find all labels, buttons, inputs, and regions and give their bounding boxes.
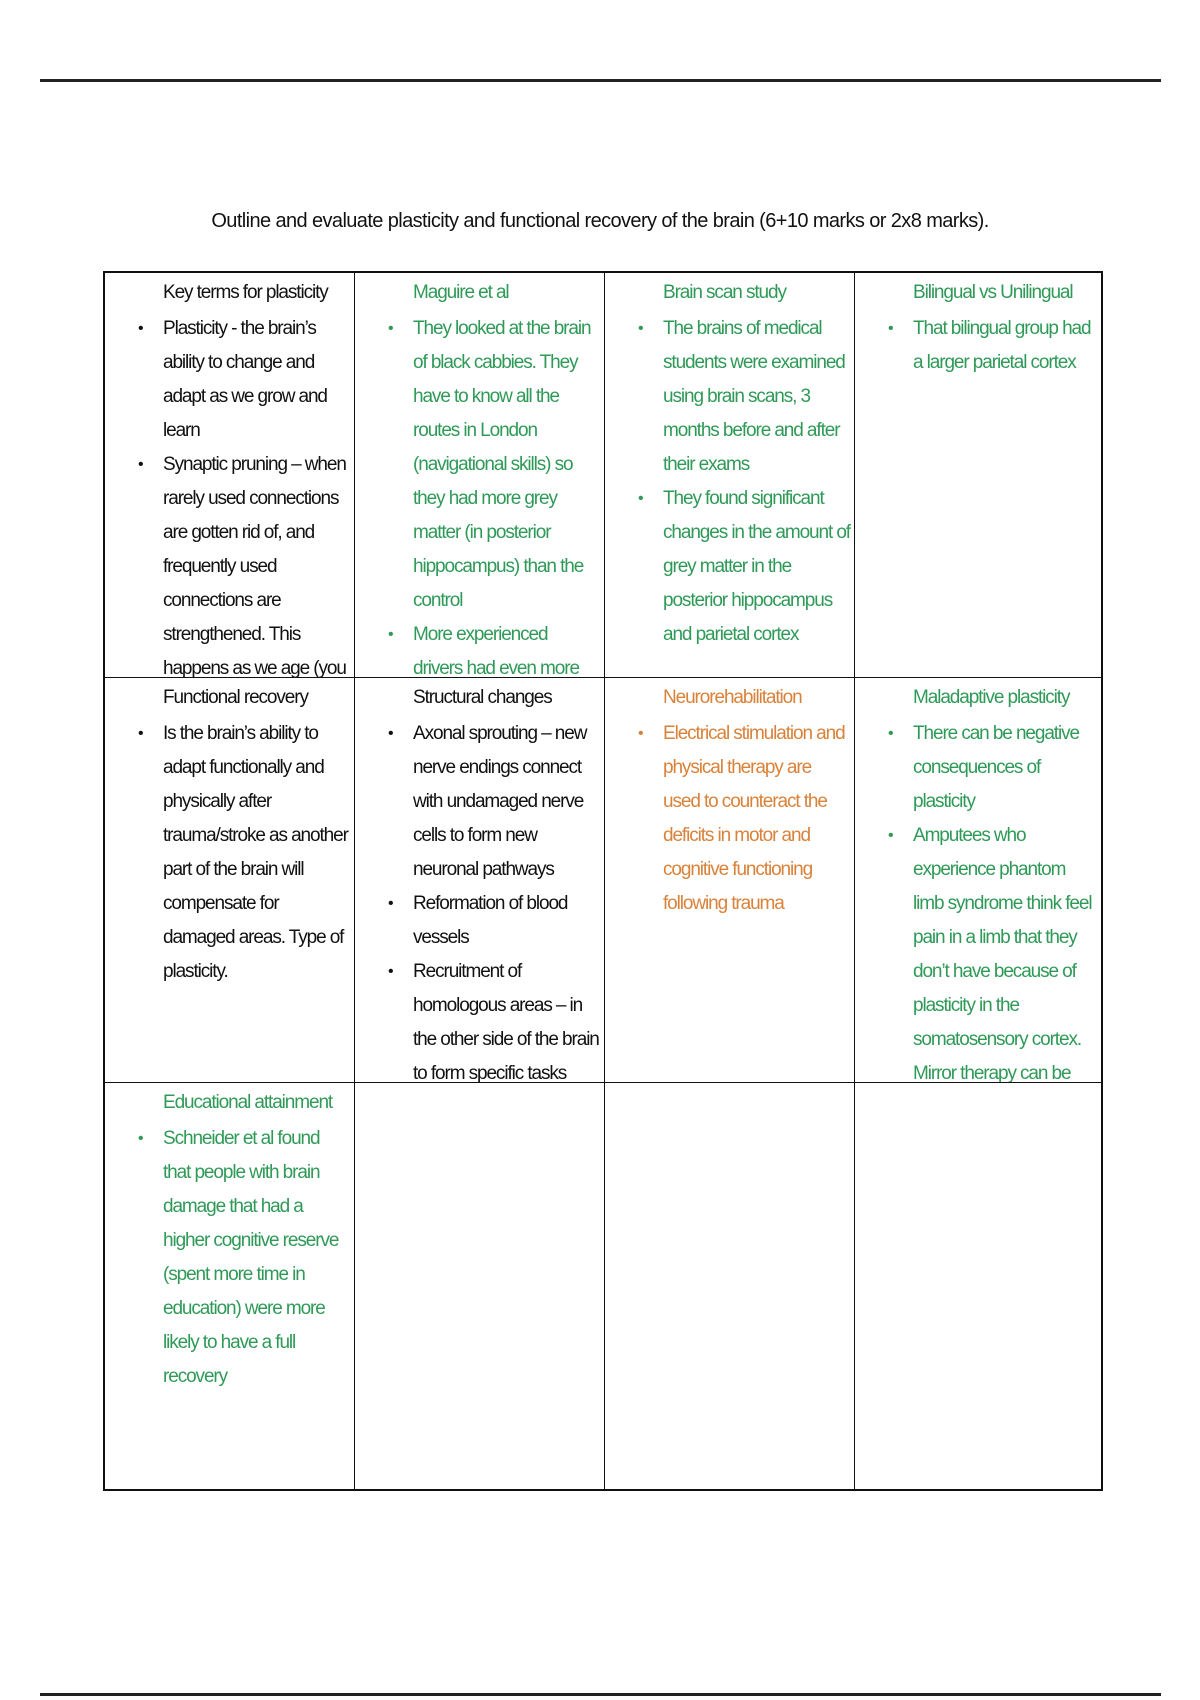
cell-heading: Brain scan study xyxy=(663,282,786,303)
header-rule xyxy=(40,79,1161,82)
cell-educational xyxy=(105,1083,355,1489)
cell-heading: Maguire et al xyxy=(413,282,509,303)
cell-empty xyxy=(355,1083,605,1489)
bullet-list xyxy=(888,312,1097,380)
cell-functional-recovery xyxy=(105,678,355,1083)
cell-neurorehabilitation xyxy=(605,678,855,1083)
bullet-icon: • xyxy=(138,456,143,473)
cell-empty xyxy=(855,1083,1101,1489)
list-item: • Reformation of blood vessels xyxy=(413,887,600,955)
bullet-list xyxy=(138,1122,350,1394)
list-item: • That bilingual group had a larger parietal cortex xyxy=(913,312,1097,380)
bullet-icon: • xyxy=(388,725,393,742)
list-item: • Axonal sprouting – new nerve endings connect with undamaged nerve cells to form new neuronal pathways xyxy=(413,717,600,887)
cell-empty xyxy=(605,1083,855,1489)
bullet-list xyxy=(638,717,850,921)
bullet-icon: • xyxy=(888,827,893,844)
bullet-list xyxy=(388,312,600,678)
list-item: • Amputees who experience phantom limb syndrome think feel pain in a limb that they don’t have because of plasticity in the somatosensory cortex. Mirror therapy can be xyxy=(913,819,1097,1083)
revision-grid xyxy=(103,271,1103,1491)
cell-maguire xyxy=(355,273,605,678)
bullet-icon: • xyxy=(638,320,643,337)
bullet-icon: • xyxy=(638,725,643,742)
list-item: • Is the brain’s ability to adapt functionally and physically after trauma/stroke as another part of the brain will compensate for damaged areas. Type of plasticity. xyxy=(163,717,350,989)
list-item: • More experienced drivers had even more xyxy=(413,618,600,678)
bullet-icon: • xyxy=(388,626,393,643)
cell-heading: Structural changes xyxy=(413,687,552,708)
bullet-list xyxy=(388,717,600,1083)
page-title: Outline and evaluate plasticity and functional recovery of the brain (6+10 marks or 2x8 marks). xyxy=(211,210,989,232)
cell-heading: Educational attainment xyxy=(163,1092,333,1113)
bullet-list xyxy=(138,312,350,678)
cell-bilingual xyxy=(855,273,1101,678)
cell-heading: Functional recovery xyxy=(163,687,308,708)
cell-structural-changes xyxy=(355,678,605,1083)
cell-key-terms xyxy=(105,273,355,678)
list-item: • The brains of medical students were examined using brain scans, 3 months before and after their exams xyxy=(663,312,850,482)
bullet-icon: • xyxy=(388,963,393,980)
cell-heading: Maladaptive plasticity xyxy=(913,687,1070,708)
bullet-icon: • xyxy=(138,725,143,742)
list-item: • They found significant changes in the amount of grey matter in the posterior hippocampus and parietal cortex xyxy=(663,482,850,652)
cell-heading: Key terms for plasticity xyxy=(163,282,328,303)
bullet-icon: • xyxy=(388,895,393,912)
cell-heading: Neurorehabilitation xyxy=(663,687,802,708)
bullet-list xyxy=(138,717,350,989)
bullet-icon: • xyxy=(888,725,893,742)
list-item: • Plasticity - the brain’s ability to change and adapt as we grow and learn xyxy=(163,312,350,448)
bullet-list xyxy=(888,717,1097,1083)
footer-rule xyxy=(40,1693,1161,1696)
list-item: • There can be negative consequences of plasticity xyxy=(913,717,1097,819)
list-item: • Electrical stimulation and physical therapy are used to counteract the deficits in motor and cognitive functioning following trauma xyxy=(663,717,850,921)
bullet-icon: • xyxy=(388,320,393,337)
list-item: • Synaptic pruning – when rarely used connections are gotten rid of, and frequently used connections are strengthened. This happens as we age (you xyxy=(163,448,350,678)
list-item: • Recruitment of homologous areas – in the other side of the brain to form specific tasks xyxy=(413,955,600,1083)
bullet-list xyxy=(638,312,850,652)
list-item: • Schneider et al found that people with brain damage that had a higher cognitive reserve (spent more time in education) were more likely to have a full recovery xyxy=(163,1122,350,1394)
list-item: • They looked at the brain of black cabbies. They have to know all the routes in London (navigational skills) so they had more grey matter (in posterior hippocampus) than the control xyxy=(413,312,600,618)
bullet-icon: • xyxy=(138,320,143,337)
bullet-icon: • xyxy=(888,320,893,337)
cell-maladaptive xyxy=(855,678,1101,1083)
cell-brain-scan xyxy=(605,273,855,678)
bullet-icon: • xyxy=(138,1130,143,1147)
bullet-icon: • xyxy=(638,490,643,507)
cell-heading: Bilingual vs Unilingual xyxy=(913,282,1073,303)
